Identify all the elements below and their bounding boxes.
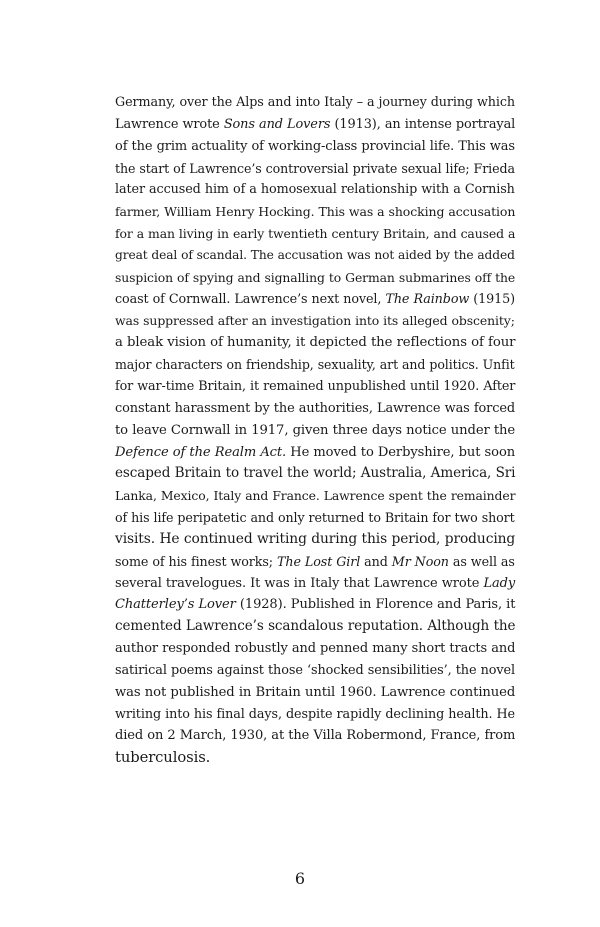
text-segment: writing into his final days, despite rapidly declining health. He <box>115 706 515 722</box>
italic-title: Mr Noon <box>391 553 449 569</box>
text-line <box>115 594 515 616</box>
italic-title: Lady <box>483 575 516 591</box>
text-segment: a bleak vision of humanity, it depicted the reflections of four <box>115 335 516 351</box>
text-segment: as well as <box>448 553 515 569</box>
text-line <box>115 136 515 158</box>
text-line <box>115 682 515 704</box>
text-segment: of his life peripatetic and only returned to Britain for two short <box>115 510 515 526</box>
text-line <box>115 725 515 747</box>
text-segment: of the grim actuality of working-class provincial life. This was <box>115 138 515 154</box>
text-segment: for a man living in early twentieth century Britain, and caused a <box>115 226 516 242</box>
text-segment: some of his finest works; <box>115 553 277 569</box>
text-segment: major characters on friendship, sexuality, art and politics. Unfit <box>115 357 515 373</box>
text-line <box>115 660 515 682</box>
text-line <box>115 507 515 529</box>
text-segment: tuberculosis. <box>115 749 211 767</box>
text-segment: (1928). Published in Florence and Paris, it <box>235 597 516 613</box>
text-segment: to leave Cornwall in 1917, given three days notice under the <box>115 422 516 438</box>
text-line <box>115 114 515 136</box>
text-line <box>115 529 515 551</box>
text-segment: Lanka, Mexico, Italy and France. Lawrence spent the remainder <box>115 488 516 504</box>
text-segment: escaped Britain to travel the world; Australia, America, Sri <box>115 465 516 482</box>
text-line <box>115 638 515 660</box>
text-line <box>115 398 515 420</box>
text-segment: satirical poems against those ‘shocked sensibilities’, the novel <box>115 662 516 678</box>
text-segment: Germany, over the Alps and into Italy – a journey during which <box>115 95 516 110</box>
text-line <box>115 573 515 595</box>
italic-title: Sons and Lovers <box>223 116 331 132</box>
text-segment: the start of Lawrence’s controversial private sexual life; Frieda <box>115 160 515 176</box>
text-line <box>115 332 515 354</box>
text-segment: for war-time Britain, it remained unpublished until 1920. After <box>115 378 516 394</box>
text-line <box>115 463 515 485</box>
text-segment: author responded robustly and penned many short tracts and <box>115 641 516 657</box>
text-segment: coast of Cornwall. Lawrence’s next novel, <box>115 291 386 307</box>
italic-title: Chatterley’s Lover <box>115 597 236 613</box>
page-number: 6 <box>294 869 306 888</box>
text-line <box>115 158 515 180</box>
text-line <box>115 92 515 114</box>
text-line <box>115 223 515 245</box>
text-line <box>115 354 515 376</box>
text-line <box>115 245 515 267</box>
italic-title: Defence of the Realm Act. <box>115 444 287 460</box>
text-segment: great deal of scandal. The accusation was not aided by the added <box>115 247 515 262</box>
text-line <box>115 289 515 311</box>
text-segment: (1915) <box>469 291 516 307</box>
text-line <box>115 267 515 289</box>
text-segment: visits. He continued writing during this period, producing <box>115 530 516 547</box>
text-line <box>115 376 515 398</box>
text-line <box>115 616 515 638</box>
text-segment: several travelogues. It was in Italy that Lawrence wrote <box>115 575 484 591</box>
text-segment: later accused him of a homosexual relationship with a Cornish <box>115 182 515 198</box>
text-line <box>115 201 515 223</box>
text-line <box>115 442 515 464</box>
text-line <box>115 704 515 726</box>
text-segment: died on 2 March, 1930, at the Villa Robermond, France, from <box>115 728 516 744</box>
text-line <box>115 420 515 442</box>
italic-title: The Rainbow <box>385 291 470 307</box>
text-segment: suspicion of spying and signalling to German submarines off the <box>115 269 516 285</box>
text-line <box>115 747 515 769</box>
text-line <box>115 179 515 201</box>
text-segment: (1913), an intense portrayal <box>330 116 516 132</box>
text-line <box>115 485 515 507</box>
text-segment: Lawrence wrote <box>115 116 224 132</box>
text-line <box>115 310 515 332</box>
italic-title: The Lost Girl <box>277 553 361 569</box>
text-segment: He moved to Derbyshire, but soon <box>286 444 516 460</box>
text-segment: cemented Lawrence’s scandalous reputation. Although the <box>115 618 516 635</box>
text-segment: was not published in Britain until 1960. Lawrence continued <box>115 684 516 700</box>
text-line <box>115 551 515 573</box>
body-text <box>115 92 515 769</box>
text-segment: farmer, William Henry Hocking. This was a shocking accusation <box>115 204 516 220</box>
text-segment: and <box>360 553 392 569</box>
text-segment: constant harassment by the authorities, Lawrence was forced <box>115 400 516 416</box>
text-segment: was suppressed after an investigation into its alleged obscenity; <box>115 313 515 329</box>
